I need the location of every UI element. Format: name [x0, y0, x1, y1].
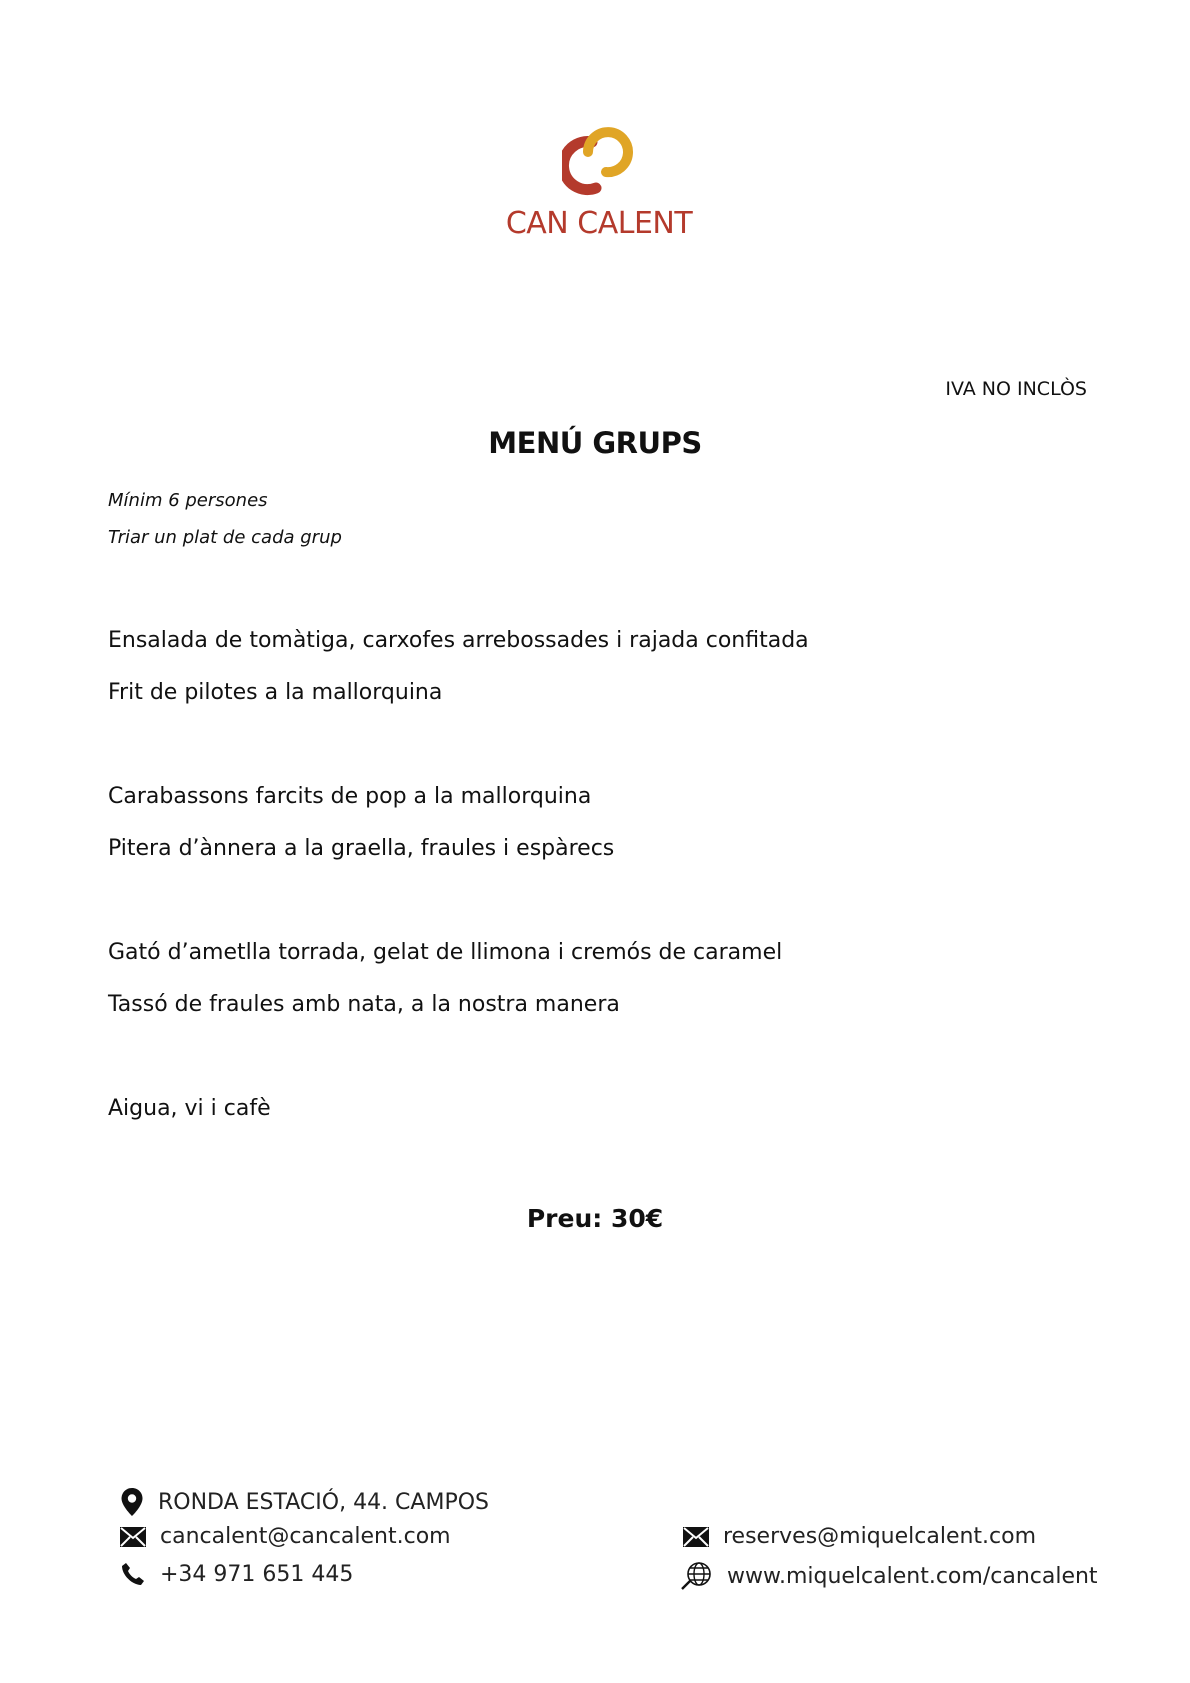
address-text: RONDA ESTACIÓ, 44. CAMPOS: [158, 1489, 489, 1515]
dessert-1: Gató d’ametlla torrada, gelat de llimona i cremós de caramel: [108, 940, 783, 965]
envelope-icon: [683, 1527, 709, 1547]
email-line: [120, 1524, 451, 1549]
reservations-line: [683, 1524, 1036, 1549]
globe-icon: [681, 1561, 713, 1591]
tax-note: IVA NO INCLÒS: [945, 378, 1087, 400]
website-line: [681, 1561, 1098, 1591]
choice-note: Triar un plat de cada grup: [108, 527, 342, 548]
page-title: MENÚ GRUPS: [488, 426, 702, 460]
minimum-note: Mínim 6 persones: [108, 490, 268, 511]
starter-dish-2: Frit de pilotes a la mallorquina: [108, 680, 443, 705]
reservations-email-link[interactable]: reserves@miquelcalent.com: [723, 1524, 1037, 1549]
location-pin-icon: [120, 1487, 144, 1517]
logo-mark-icon: [562, 118, 636, 200]
main-dish-2: Pitera d’ànnera a la graella, fraules i espàrecs: [108, 836, 615, 861]
price: Preu: 30€: [526, 1204, 664, 1233]
address-line: [120, 1487, 489, 1517]
main-dish-1: Carabassons farcits de pop a la mallorquina: [108, 784, 592, 809]
phone-icon: [120, 1561, 146, 1587]
brand-name: CAN CALENT: [505, 206, 693, 241]
website-link[interactable]: www.miquelcalent.com/cancalent: [727, 1563, 1098, 1589]
email-link[interactable]: cancalent@cancalent.com: [160, 1524, 451, 1549]
drinks: Aigua, vi i cafè: [108, 1096, 271, 1121]
starter-dish-1: Ensalada de tomàtiga, carxofes arrebossades i rajada confitada: [108, 628, 809, 653]
dessert-2: Tassó de fraules amb nata, a la nostra manera: [108, 992, 620, 1017]
phone-line: [120, 1561, 353, 1587]
phone-link[interactable]: +34 971 651 445: [160, 1561, 354, 1587]
logo: [494, 118, 704, 241]
envelope-icon: [120, 1527, 146, 1547]
